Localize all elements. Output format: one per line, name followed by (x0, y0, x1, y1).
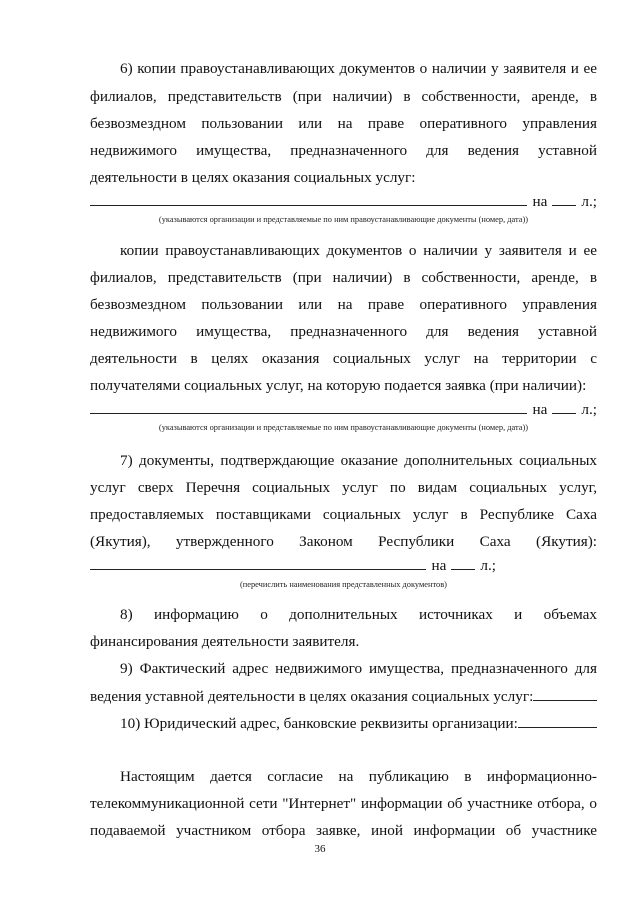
item6b-line-4: недвижимого имущества, предназначенного для ведения уставной (90, 323, 597, 340)
item8-line-1: 8) информацию о дополнительных источниках и объемах (120, 606, 597, 623)
item7-blank[interactable] (90, 556, 426, 570)
item6-fill-na: на (532, 193, 548, 210)
item7-pages-blank[interactable] (451, 556, 475, 570)
item6-note: (указываются организации и представляемые по ним правоустанавливающие документы (номер, дата)) (158, 215, 529, 224)
item6-line-1: 6) копии правоустанавливающих документов о наличии у заявителя и ее (120, 60, 597, 77)
item7-line-2: услуг сверх Перечня социальных услуг по видам социальных услуг, (90, 479, 597, 496)
item6-line-5: деятельности в целях оказания социальных услуг: (90, 169, 416, 186)
item6b-blank[interactable] (90, 400, 527, 414)
consent-line-1: Настоящим дается согласие на публикацию в информационно- (120, 768, 597, 785)
item7-fill-line (90, 556, 496, 575)
item7-line-3: предоставляемых поставщиками социальных услуг в Республике Саха (90, 506, 597, 523)
item7-line-1: 7) документы, подтверждающие оказание дополнительных социальных (120, 452, 597, 469)
item7-fill-na: на (431, 557, 447, 574)
item6-line-4: недвижимого имущества, предназначенного для ведения уставной (90, 142, 597, 159)
page-number: 36 (314, 843, 326, 855)
item6b-line-2: филиалов, представительств (при наличии) в собственности, аренде, в (90, 269, 597, 286)
item9-line-1: 9) Фактический адрес недвижимого имущества, предназначенного для (120, 660, 597, 677)
item7-line-4: (Якутия), утвержденного Законом Республики Саха (Якутия): (90, 533, 597, 550)
item6b-fill-na: на (532, 401, 548, 418)
item6b-fill-line (90, 400, 597, 419)
item9-line-2-text: ведения уставной деятельности в целях оказания социальных услуг: (90, 688, 534, 705)
item6b-note: (указываются организации и представляемые по ним правоустанавливающие документы (номер, дата)) (158, 423, 529, 432)
item6-blank[interactable] (90, 192, 527, 206)
item7-note: (перечислить наименования представленных документов) (240, 580, 447, 589)
item6b-line-5: деятельности в целях оказания социальных услуг на территории с (90, 350, 597, 367)
item6-fill-line (90, 192, 597, 211)
item6b-pages-blank[interactable] (552, 400, 576, 414)
item10-text: 10) Юридический адрес, банковские реквизиты организации: (120, 715, 518, 732)
item6b-fill-l: л.; (581, 401, 597, 418)
item10-line (120, 714, 597, 733)
item6-pages-blank[interactable] (552, 192, 576, 206)
item7-fill-l: л.; (480, 557, 496, 574)
item6b-line-1: копии правоустанавливающих документов о наличии у заявителя и ее (120, 242, 597, 259)
consent-line-2: телекоммуникационной сети "Интернет" информации об участнике отбора, о (90, 795, 597, 812)
item8-line-2: финансирования деятельности заявителя. (90, 633, 360, 650)
item6b-line-3: безвозмездном пользовании или на праве оперативного управления (90, 296, 597, 313)
item9-blank[interactable] (533, 687, 597, 701)
consent-line-3: подаваемой участником отбора заявке, иной информации об участнике (90, 822, 597, 839)
item6-fill-l: л.; (581, 193, 597, 210)
item6b-line-6: получателями социальных услуг, на которую подается заявка (при наличии): (90, 377, 587, 394)
item10-blank[interactable] (518, 714, 597, 728)
item6-line-2: филиалов, представительств (при наличии) в собственности, аренде, в (90, 88, 597, 105)
item6-line-3: безвозмездном пользовании или на праве оперативного управления (90, 115, 597, 132)
item9-line-2 (90, 687, 597, 706)
